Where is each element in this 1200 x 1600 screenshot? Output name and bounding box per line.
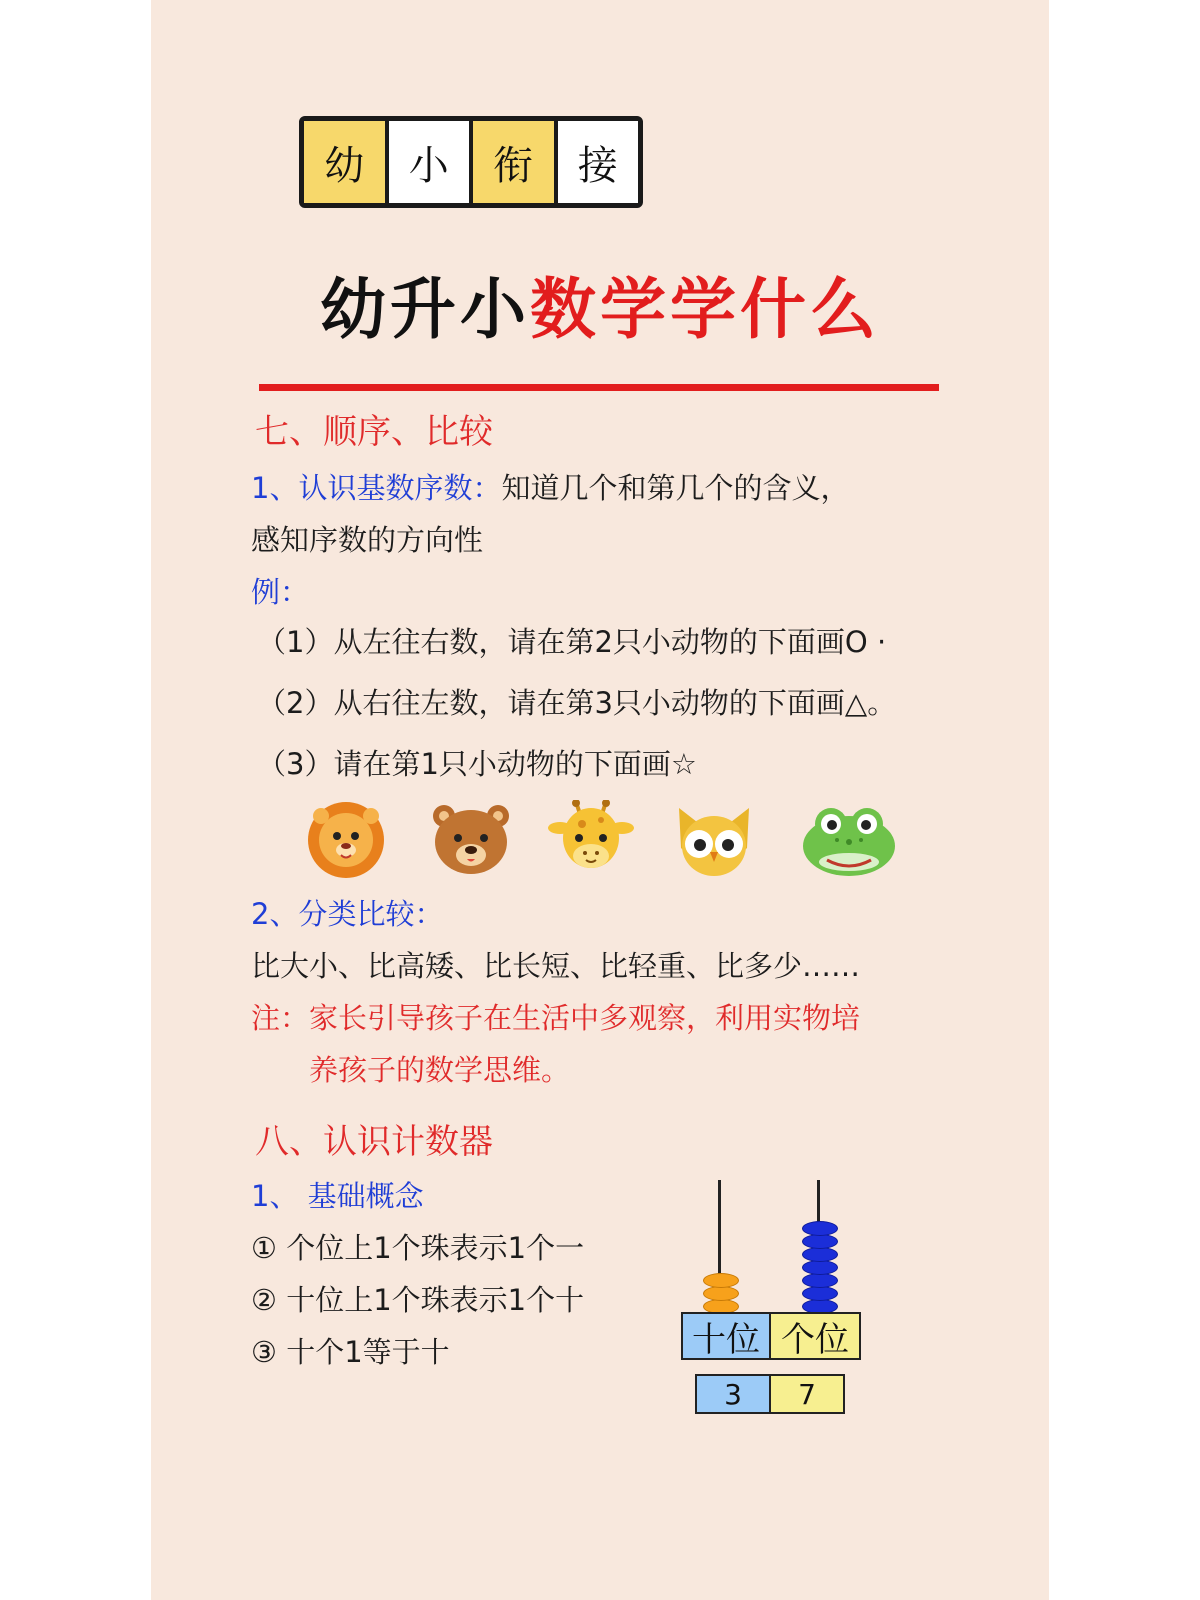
ones-place-label: 个位 (769, 1312, 861, 1360)
abacus-bead (703, 1273, 739, 1288)
example-line: （2）从右往左数，请在第3只小动物的下面画△。 (257, 686, 897, 720)
abacus-bead (802, 1260, 838, 1275)
ones-digit: 7 (769, 1374, 845, 1414)
note-text: 养孩子的数学思维。 (309, 1053, 571, 1087)
poster-page (151, 0, 1049, 1600)
frog-icon (799, 800, 899, 880)
lion-icon (301, 800, 391, 880)
example-label: 例： (251, 575, 310, 609)
title-underline (259, 384, 939, 391)
abacus-bead (802, 1247, 838, 1262)
header-tile: 幼 (304, 121, 385, 203)
item-text: 感知序数的方向性 (251, 523, 484, 557)
concept-point: ① 个位上1个珠表示1个一 (251, 1231, 585, 1265)
item-text: 知道几个和第几个的含义， (501, 471, 850, 505)
item-text: 比大小、比高矮、比长短、比轻重、比多少…… (251, 949, 861, 983)
owl-icon (669, 800, 759, 880)
item-line (251, 466, 849, 507)
tens-place-label: 十位 (681, 1312, 771, 1360)
example-line: （3）请在第1只小动物的下面画☆ (257, 747, 697, 781)
abacus-bead (802, 1234, 838, 1249)
animal-row (301, 800, 911, 890)
item-label: 1、认识基数序数： (251, 471, 502, 505)
abacus-bead (703, 1286, 739, 1301)
header-tile: 接 (558, 121, 639, 203)
page-title-black: 幼升小 (320, 271, 530, 348)
header-tiles (299, 116, 643, 208)
section-heading: 七、顺序、比较 (255, 412, 493, 452)
abacus-bead (802, 1221, 838, 1236)
giraffe-icon (546, 800, 636, 880)
concept-point: ③ 十个1等于十 (251, 1335, 450, 1369)
bear-icon (426, 800, 516, 880)
page-title-red: 数学学什么 (530, 271, 880, 348)
note-text: 注：家长引导孩子在生活中多观察，利用实物培 (251, 1001, 861, 1035)
concept-point: ② 十位上1个珠表示1个十 (251, 1283, 585, 1317)
item-label: 1、 基础概念 (251, 1179, 424, 1213)
abacus (681, 1180, 871, 1430)
tens-digit: 3 (695, 1374, 771, 1414)
abacus-bead (802, 1273, 838, 1288)
abacus-bead (802, 1286, 838, 1301)
section-heading: 八、认识计数器 (255, 1122, 493, 1162)
header-tile: 衔 (473, 121, 554, 203)
item-label: 2、分类比较： (251, 897, 444, 931)
page-title (151, 270, 1049, 350)
example-line: （1）从左往右数，请在第2只小动物的下面画O · (257, 625, 887, 659)
header-tile: 小 (389, 121, 470, 203)
